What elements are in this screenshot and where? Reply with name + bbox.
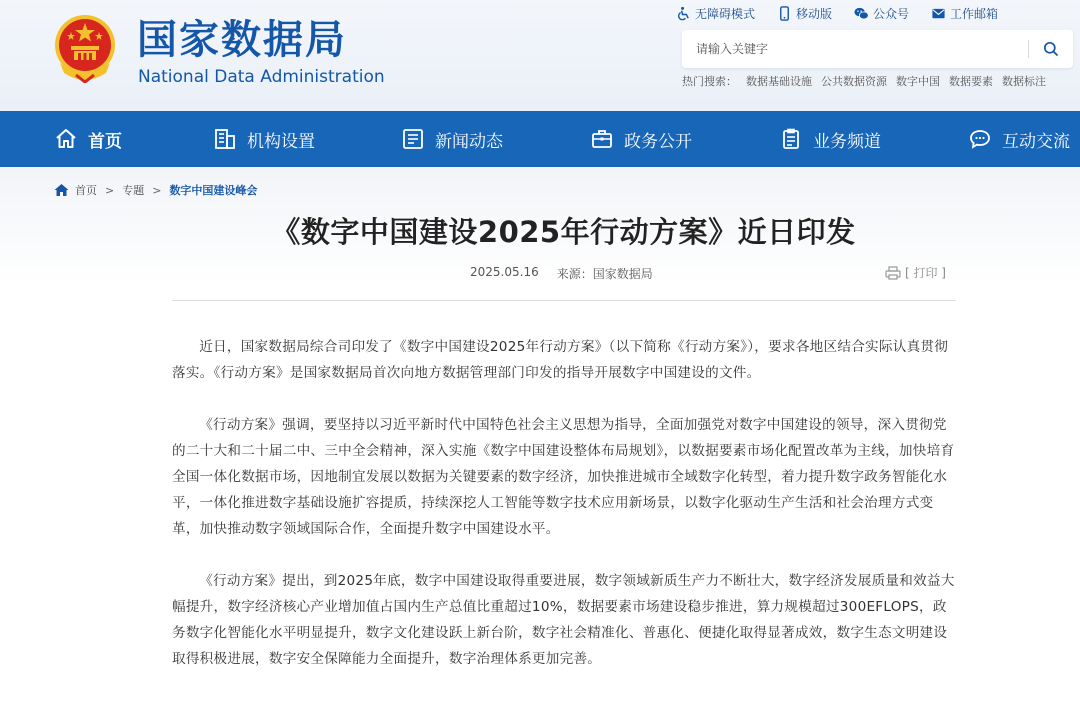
hot-search-keyword[interactable]: 数字中国	[896, 75, 940, 88]
nav-label: 新闻动态	[435, 131, 503, 152]
accessibility-label: 无障碍模式	[694, 6, 755, 21]
title-divider	[172, 300, 956, 301]
article-paragraph: 《行动方案》提出，到2025年底，数字中国建设取得重要进展，数字领域新质生产力不断壮大，数字经济发展质量和效益大幅提升，数字经济核心产业增加值占国内生产总值比重超过10%，数据要素市场建设稳步推进，算力规模超过300EFLOPS，政务数字化智能化水平明显提升，数字文化建设跃上新台阶，数字社会精准化、普惠化、便捷化取得显著成效，数字生态文明建设取得积极进展，数字安全保障能力全面提升，数字治理体系更加完善。	[172, 573, 955, 667]
site-name-cn[interactable]: 国家数据局	[137, 17, 347, 63]
search-icon	[1043, 41, 1059, 57]
print-label: [ 打印 ]	[905, 266, 946, 280]
breadcrumb-current[interactable]: 数字中国建设峰会	[169, 184, 258, 197]
mobile-label: 移动版	[795, 6, 832, 21]
mail-label: 工作邮箱	[949, 6, 998, 21]
breadcrumb-separator: >	[152, 183, 162, 197]
article-paragraph: 近日，国家数据局综合司印发了《数字中国建设2025年行动方案》（以下简称《行动方案》），要求各地区结合实际认真贯彻落实。《行动方案》是国家数据局首次向地方数据管理部门印发的指导开展数字中国建设的文件。	[172, 339, 949, 381]
hot-search-keyword[interactable]: 数据标注	[1002, 75, 1046, 88]
breadcrumb-separator: >	[105, 183, 115, 197]
mail-icon	[931, 6, 946, 21]
site-name-en[interactable]: National Data Administration	[138, 67, 385, 87]
article-meta	[470, 265, 653, 282]
printer-icon	[885, 266, 901, 280]
nav-item-interaction[interactable]	[968, 111, 1070, 167]
accessibility-icon	[676, 6, 691, 21]
hot-search-keyword[interactable]: 公共数据资源	[821, 75, 887, 88]
news-icon	[401, 127, 425, 151]
search-divider	[1028, 40, 1029, 58]
briefcase-icon	[590, 127, 614, 151]
hot-search	[682, 73, 1046, 89]
nav-item-business[interactable]	[779, 111, 881, 167]
breadcrumb-home[interactable]: 首页	[75, 184, 97, 197]
nav-label: 互动交流	[1002, 131, 1070, 152]
nav-item-news[interactable]	[401, 111, 503, 167]
mail-link[interactable]	[931, 3, 998, 23]
article-source: 来源：国家数据局	[556, 267, 653, 281]
article-date: 2025.05.16	[470, 265, 539, 279]
home-icon[interactable]	[54, 183, 69, 197]
nav-item-home[interactable]	[54, 111, 122, 167]
home-icon	[54, 127, 78, 151]
breadcrumb	[54, 182, 257, 198]
nav-label: 机构设置	[247, 131, 315, 152]
chat-icon	[968, 127, 992, 151]
nav-item-organization[interactable]	[213, 111, 315, 167]
nav-label: 首页	[88, 131, 122, 152]
nav-label: 业务频道	[813, 131, 881, 152]
wechat-icon	[854, 6, 869, 21]
building-icon	[213, 127, 237, 151]
hot-search-keyword[interactable]: 数据基础设施	[746, 75, 812, 88]
accessibility-link[interactable]	[676, 3, 755, 23]
mobile-link[interactable]	[777, 3, 832, 23]
national-emblem-icon	[52, 13, 118, 83]
top-links	[676, 3, 998, 23]
article-title: 《数字中国建设2025年行动方案》近日印发	[271, 215, 856, 249]
article-paragraph: 《行动方案》强调，要坚持以习近平新时代中国特色社会主义思想为指导，全面加强党对数字中国建设的领导，深入贯彻党的二十大和二十届二中、三中全会精神，深入实施《数字中国建设整体布局规划》，以数据要素市场化配置改革为主线，加快培育全国一体化数据市场，因地制宜发展以数据为关键要素的数字经济，加快推进城市全域数字化转型，着力提升数字政务智能化水平，一体化推进数字基础设施扩容提质，持续深挖人工智能等数字技术应用新场景，以数字化驱动生产生活和社会治理方式变革，加快推动数字领域国际合作，全面提升数字中国建设水平。	[172, 417, 955, 537]
search-box	[682, 30, 1073, 68]
hot-search-keyword[interactable]: 数据要素	[949, 75, 993, 88]
print-button[interactable]	[885, 264, 946, 281]
wechat-label: 公众号	[872, 6, 909, 21]
article-body	[172, 334, 958, 698]
breadcrumb-topic[interactable]: 专题	[122, 184, 145, 197]
site-header	[0, 0, 1080, 111]
main-nav	[0, 111, 1080, 167]
nav-item-government-affairs[interactable]	[590, 111, 692, 167]
clipboard-icon	[779, 127, 803, 151]
wechat-link[interactable]	[854, 3, 909, 23]
nav-label: 政务公开	[624, 131, 692, 152]
search-button[interactable]	[1038, 37, 1064, 61]
hot-search-label: 热门搜索：	[682, 75, 737, 88]
search-input[interactable]	[696, 39, 1006, 59]
mobile-icon	[777, 6, 792, 21]
